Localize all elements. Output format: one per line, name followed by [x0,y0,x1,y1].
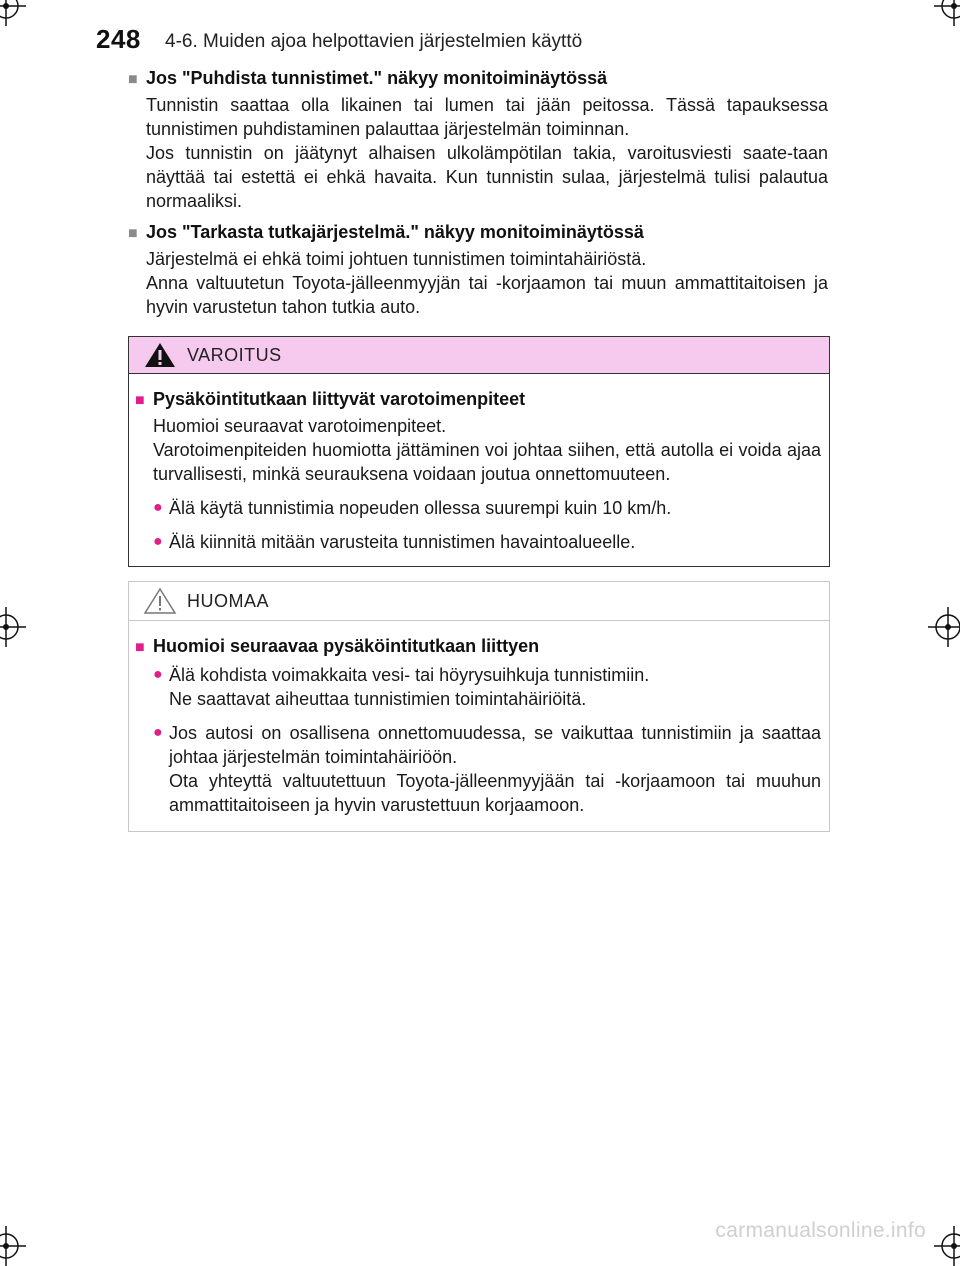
list-item [153,663,821,711]
paragraph-line: Huomioi seuraavat varotoimenpiteet. [153,416,447,436]
paragraph-line: Älä kohdista voimakkaita vesi- tai höyrysuihkuja tunnistimiin. [169,665,650,685]
circle-bullet-icon: ● [153,666,163,683]
section-heading [128,68,828,89]
circle-bullet-icon: ● [153,499,163,516]
section-sensor-cleaning [128,68,828,213]
notice-box [128,581,830,832]
caution-outline-triangle-icon [143,587,177,615]
warning-label: VAROITUS [187,344,282,365]
notice-label: HUOMAA [187,590,270,611]
notice-heading-text: Huomioi seuraavaa pysäköintitutkaan liittyen [153,636,540,656]
list-item [153,721,821,817]
paragraph-line: Anna valtuutetun Toyota-jälleenmyyjän tai -korjaamon tai muun ammattitaitoisen ja hyvin varustetun tahon tutkia auto. [146,273,828,317]
crop-mark-icon [934,0,960,26]
paragraph-line: Ne saattavat aiheuttaa tunnistimien toimintahäiriöitä. [169,689,587,709]
main-content [128,68,828,328]
warning-paragraph [153,414,821,486]
list-item-text: Älä kiinnitä mitään varusteita tunnistimen havaintoalueelle. [169,532,636,552]
list-item-text [169,663,821,711]
section-heading-text: Jos "Tarkasta tutkajärjestelmä." näkyy monitoiminäytössä [146,222,644,242]
paragraph-line: Ota yhteyttä valtuutettuun Toyota-jälleenmyyjään tai -korjaamoon tai muuhun ammattitaitoiseen ja hyvin varustettuun korjaamoon. [169,771,821,815]
section-radar-check [128,222,828,319]
list-item [153,496,821,520]
crop-mark-icon [0,0,26,26]
section-paragraph [146,247,828,319]
section-title: 4-6. Muiden ajoa helpottavien järjestelmien käyttö [165,31,583,52]
circle-bullet-icon: ● [153,724,163,741]
page-number: 248 [96,24,141,54]
list-item-text: Älä käytä tunnistimia nopeuden ollessa suurempi kuin 10 km/h. [169,498,672,518]
circle-bullet-icon: ● [153,533,163,550]
section-heading [128,222,828,243]
section-paragraph [146,93,828,213]
notice-heading [135,636,821,657]
section-heading-text: Jos "Puhdista tunnistimet." näkyy monitoiminäytössä [146,68,608,88]
warning-box [128,336,830,567]
square-bullet-icon: ■ [135,639,145,656]
crop-mark-icon [928,607,960,647]
warning-body [129,374,829,554]
watermark: carmanualsonline.info [715,1219,926,1242]
list-item [153,530,821,554]
notice-body [129,621,829,817]
square-bullet-icon: ■ [135,392,145,409]
notice-header [129,582,829,621]
square-bullet-icon: ■ [128,71,138,88]
crop-mark-icon [934,1226,960,1266]
paragraph-line: Jos tunnistin on jäätynyt alhaisen ulkolämpötilan takia, varoitusviesti saate-taan näyttää tai estettä ei ehkä havaita. Kun tunnistin sulaa, järjestelmä tulisi palautua normaaliksi. [146,143,828,211]
paragraph-line: Jos autosi on osallisena onnettomuudessa, se vaikuttaa tunnistimiin ja saattaa johtaa järjestelmän toimintahäiriöön. [169,723,821,767]
paragraph-line: Järjestelmä ei ehkä toimi johtuen tunnistimen toimintahäiriöstä. [146,249,647,269]
crop-mark-icon [0,1226,26,1266]
crop-mark-icon [0,607,26,647]
warning-triangle-icon [143,341,177,369]
list-item-text [169,721,821,817]
paragraph-line: Varotoimenpiteiden huomiotta jättäminen voi johtaa siihen, että autolla ei voida ajaa turvallisesti, minkä seurauksena voidaan joutua onnettomuuteen. [153,440,821,484]
paragraph-line: Tunnistin saattaa olla likainen tai lumen tai jään peitossa. Tässä tapauksessa tunnistimen puhdistaminen palauttaa järjestelmän toiminnan. [146,95,828,139]
square-bullet-icon: ■ [128,225,138,242]
warning-header [129,337,829,374]
warning-heading-text: Pysäköintitutkaan liittyvät varotoimenpiteet [153,389,526,409]
warning-heading [135,389,821,410]
